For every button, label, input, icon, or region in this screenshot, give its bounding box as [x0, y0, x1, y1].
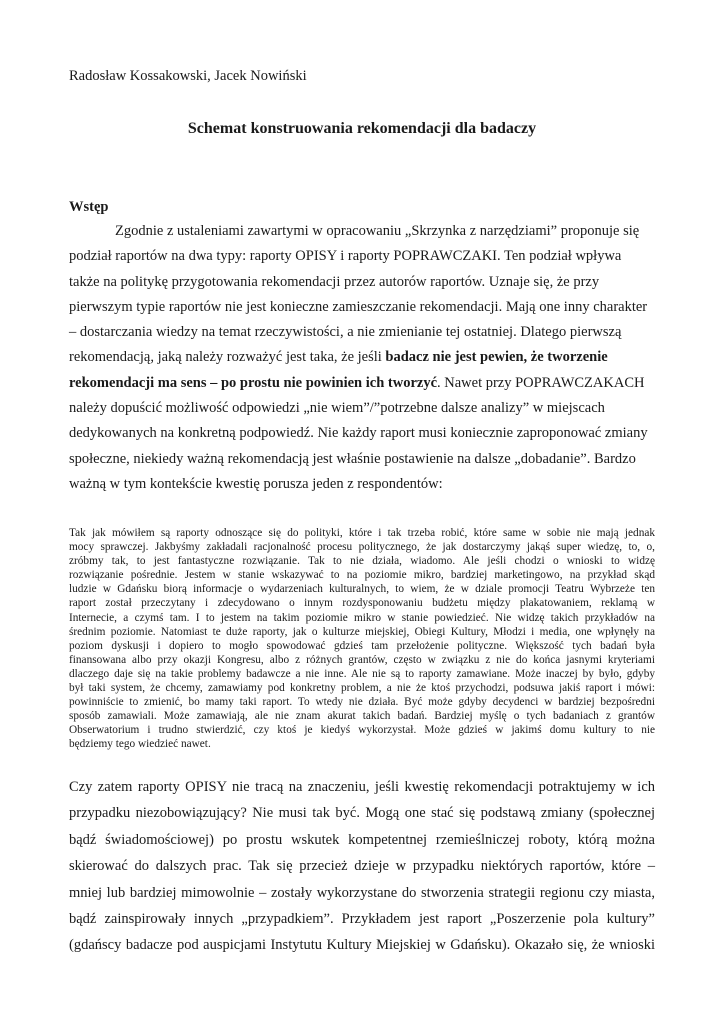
quote-line: mocy sprawczej. Jakbyśmy zakładali racjonalność procesu politycznego, że jak dostarczymy jakąś super wiedzę, to, o, [69, 541, 655, 554]
conclusion-paragraph [69, 774, 655, 959]
text-line: społeczne, niekiedy ważną rekomendacją jest właśnie postawienie na dalsze „dobadanie”. Bardzo [69, 450, 636, 467]
text-line [69, 371, 655, 396]
text-line: Zgodnie z ustaleniami zawartymi w opracowaniu „Skrzynka z narzędziami” proponuje się [115, 223, 640, 239]
bold-emphasis: rekomendacji ma sens – po prostu nie powinien ich tworzyć [69, 374, 438, 391]
text-line: Czy zatem raporty OPISY nie tracą na znaczeniu, jeśli kwestię rekomendacji potraktujemy w ich [69, 779, 655, 795]
quote-line: ludzie w Gdańsku biorą informacje o wydarzeniach kulturalnych, to wiem, że w dziale promocji Teatru Wybrzeże ten [69, 583, 655, 596]
section-heading: Wstęp [69, 199, 109, 215]
quote-line: raport został przeczytany i zdecydowano o innym rozdysponowaniu budżetu między plakatowaniem, reklamą w [69, 597, 655, 610]
text-line: skierować do dalszych prac. Tak się przecież dzieje w przypadku niektórych raportów, które – [69, 858, 655, 875]
authors-line: Radosław Kossakowski, Jacek Nowiński [69, 68, 307, 84]
text-line: ważną w tym kontekście kwestię porusza jeden z respondentów: [69, 475, 443, 492]
respondent-quote [69, 526, 655, 752]
quote-line: Internecie, a czymś tam. I to jestem na takim poziomie mikro w stanie powiedzieć. Nie widzę takich przykładów na [69, 611, 655, 624]
quote-line: poziom dyskusji i dopiero to mogło spowodować gdzieś tam przełożenie polityczne. Większość tych badań była [69, 639, 655, 652]
text-line [69, 345, 655, 370]
text-line: także na politykę przygotowania rekomendacji przez autorów raportów. Uznaje się, że przy [69, 273, 600, 290]
intro-paragraph [69, 219, 655, 497]
text-line: bądź świadomościowej) po prostu wskutek kompetentnej rzemieślniczej roboty, którą można [69, 831, 655, 848]
quote-line: Obserwatorium i trudno stwierdzić, czy ktoś je kiedyś wykorzystał. Może gdzieś w jakimś domu kultury to nie [69, 724, 655, 737]
text-line: mniej lub bardziej mimowolnie – zostały wykorzystane do stworzenia strategii regionu czy miasta, [69, 884, 655, 901]
quote-line: średnim poziomie. Natomiast te duże raporty, jak o kulturze miejskiej, Obiegi Kultury, Młodzi i media, one wpłynęły na [69, 625, 655, 638]
quote-line: dlaczego daje się na takie problemy badawcze a nie inne. Ale nie są to raporty zamawiane. Może inaczej by było, gdyby [69, 667, 655, 680]
quote-line: był taki system, że chcemy, zamawiamy pod konkretny problem, a nie że ktoś przychodzi, podsuwa jakiś raport i mówi: [69, 682, 655, 695]
text-run: rekomendacją, jaką należy rozważyć jest taka, że jeśli [69, 349, 386, 366]
text-line: pierwszym typie raportów nie jest konieczne zamieszczanie rekomendacji. Mają one inny charakter [69, 298, 648, 315]
quote-line: zróbmy tak, to jest fantastyczne rozwiązanie. Tak to nie działa, wiadomo. Ale jeśli chodzi o wnioski to widzę [69, 555, 655, 568]
text-line: przypadku niezobowiązujący? Nie musi tak być. Mogą one stać się podstawą zmiany (społecznej [69, 805, 655, 822]
quote-line: powinniście to zmienić, bo mamy taki raport. To wtedy nie działa. Być może gdyby decydenci w bardziej bezpośredni [69, 696, 655, 709]
text-line: dedykowanych na konkretną podpowiedź. Nie każdy raport musi koniecznie zaproponować zmiany [69, 425, 648, 442]
quote-line: finansowana albo przy okazji Kongresu, albo z różnych grantów, często w związku z nie do końca jasnymi kryteriami [69, 653, 655, 666]
quote-line: sposób zamawiali. Może zamawiają, ale nie znam akurat takich badań. Bardziej myślę o tych badaniach z grantów [69, 710, 655, 723]
text-line: – dostarczania wiedzy na temat rzeczywistości, a nie zmienianie tej ostatniej. Dlatego pierwszą [69, 324, 622, 341]
quote-line: będziemy tego wiedzieć nawet. [69, 738, 211, 751]
document-title: Schemat konstruowania rekomendacji dla badaczy [187, 120, 537, 137]
quote-line: Tak jak mówiłem są raporty odnoszące się do polityki, które i tak trzeba robić, które same w sobie nie mają jednak [69, 527, 655, 539]
bold-emphasis: badacz nie jest pewien, że tworzenie [385, 349, 608, 366]
text-run: . Nawet przy POPRAWCZAKACH [437, 374, 645, 391]
quote-line: rozwiązanie pośrednie. Jestem w stanie wskazywać to na poziomie mikro, bardziej marketingowo, na przykład skąd [69, 569, 655, 582]
text-line: bądź zainspirowały innych „przypadkiem”. Przykładem jest raport „Poszerzenie pola kultury” [69, 911, 655, 928]
text-line: (gdańscy badacze pod auspicjami Instytutu Kultury Miejskiej w Gdańsku). Okazało się, że wnioski [69, 937, 655, 954]
text-line: należy dopuścić możliwość odpowiedzi „nie wiem”/”potrzebne dalsze analizy” w miejscach [69, 400, 605, 417]
text-line: podział raportów na dwa typy: raporty OPISY i raporty POPRAWCZAKI. Ten podział wpływa [69, 248, 622, 265]
